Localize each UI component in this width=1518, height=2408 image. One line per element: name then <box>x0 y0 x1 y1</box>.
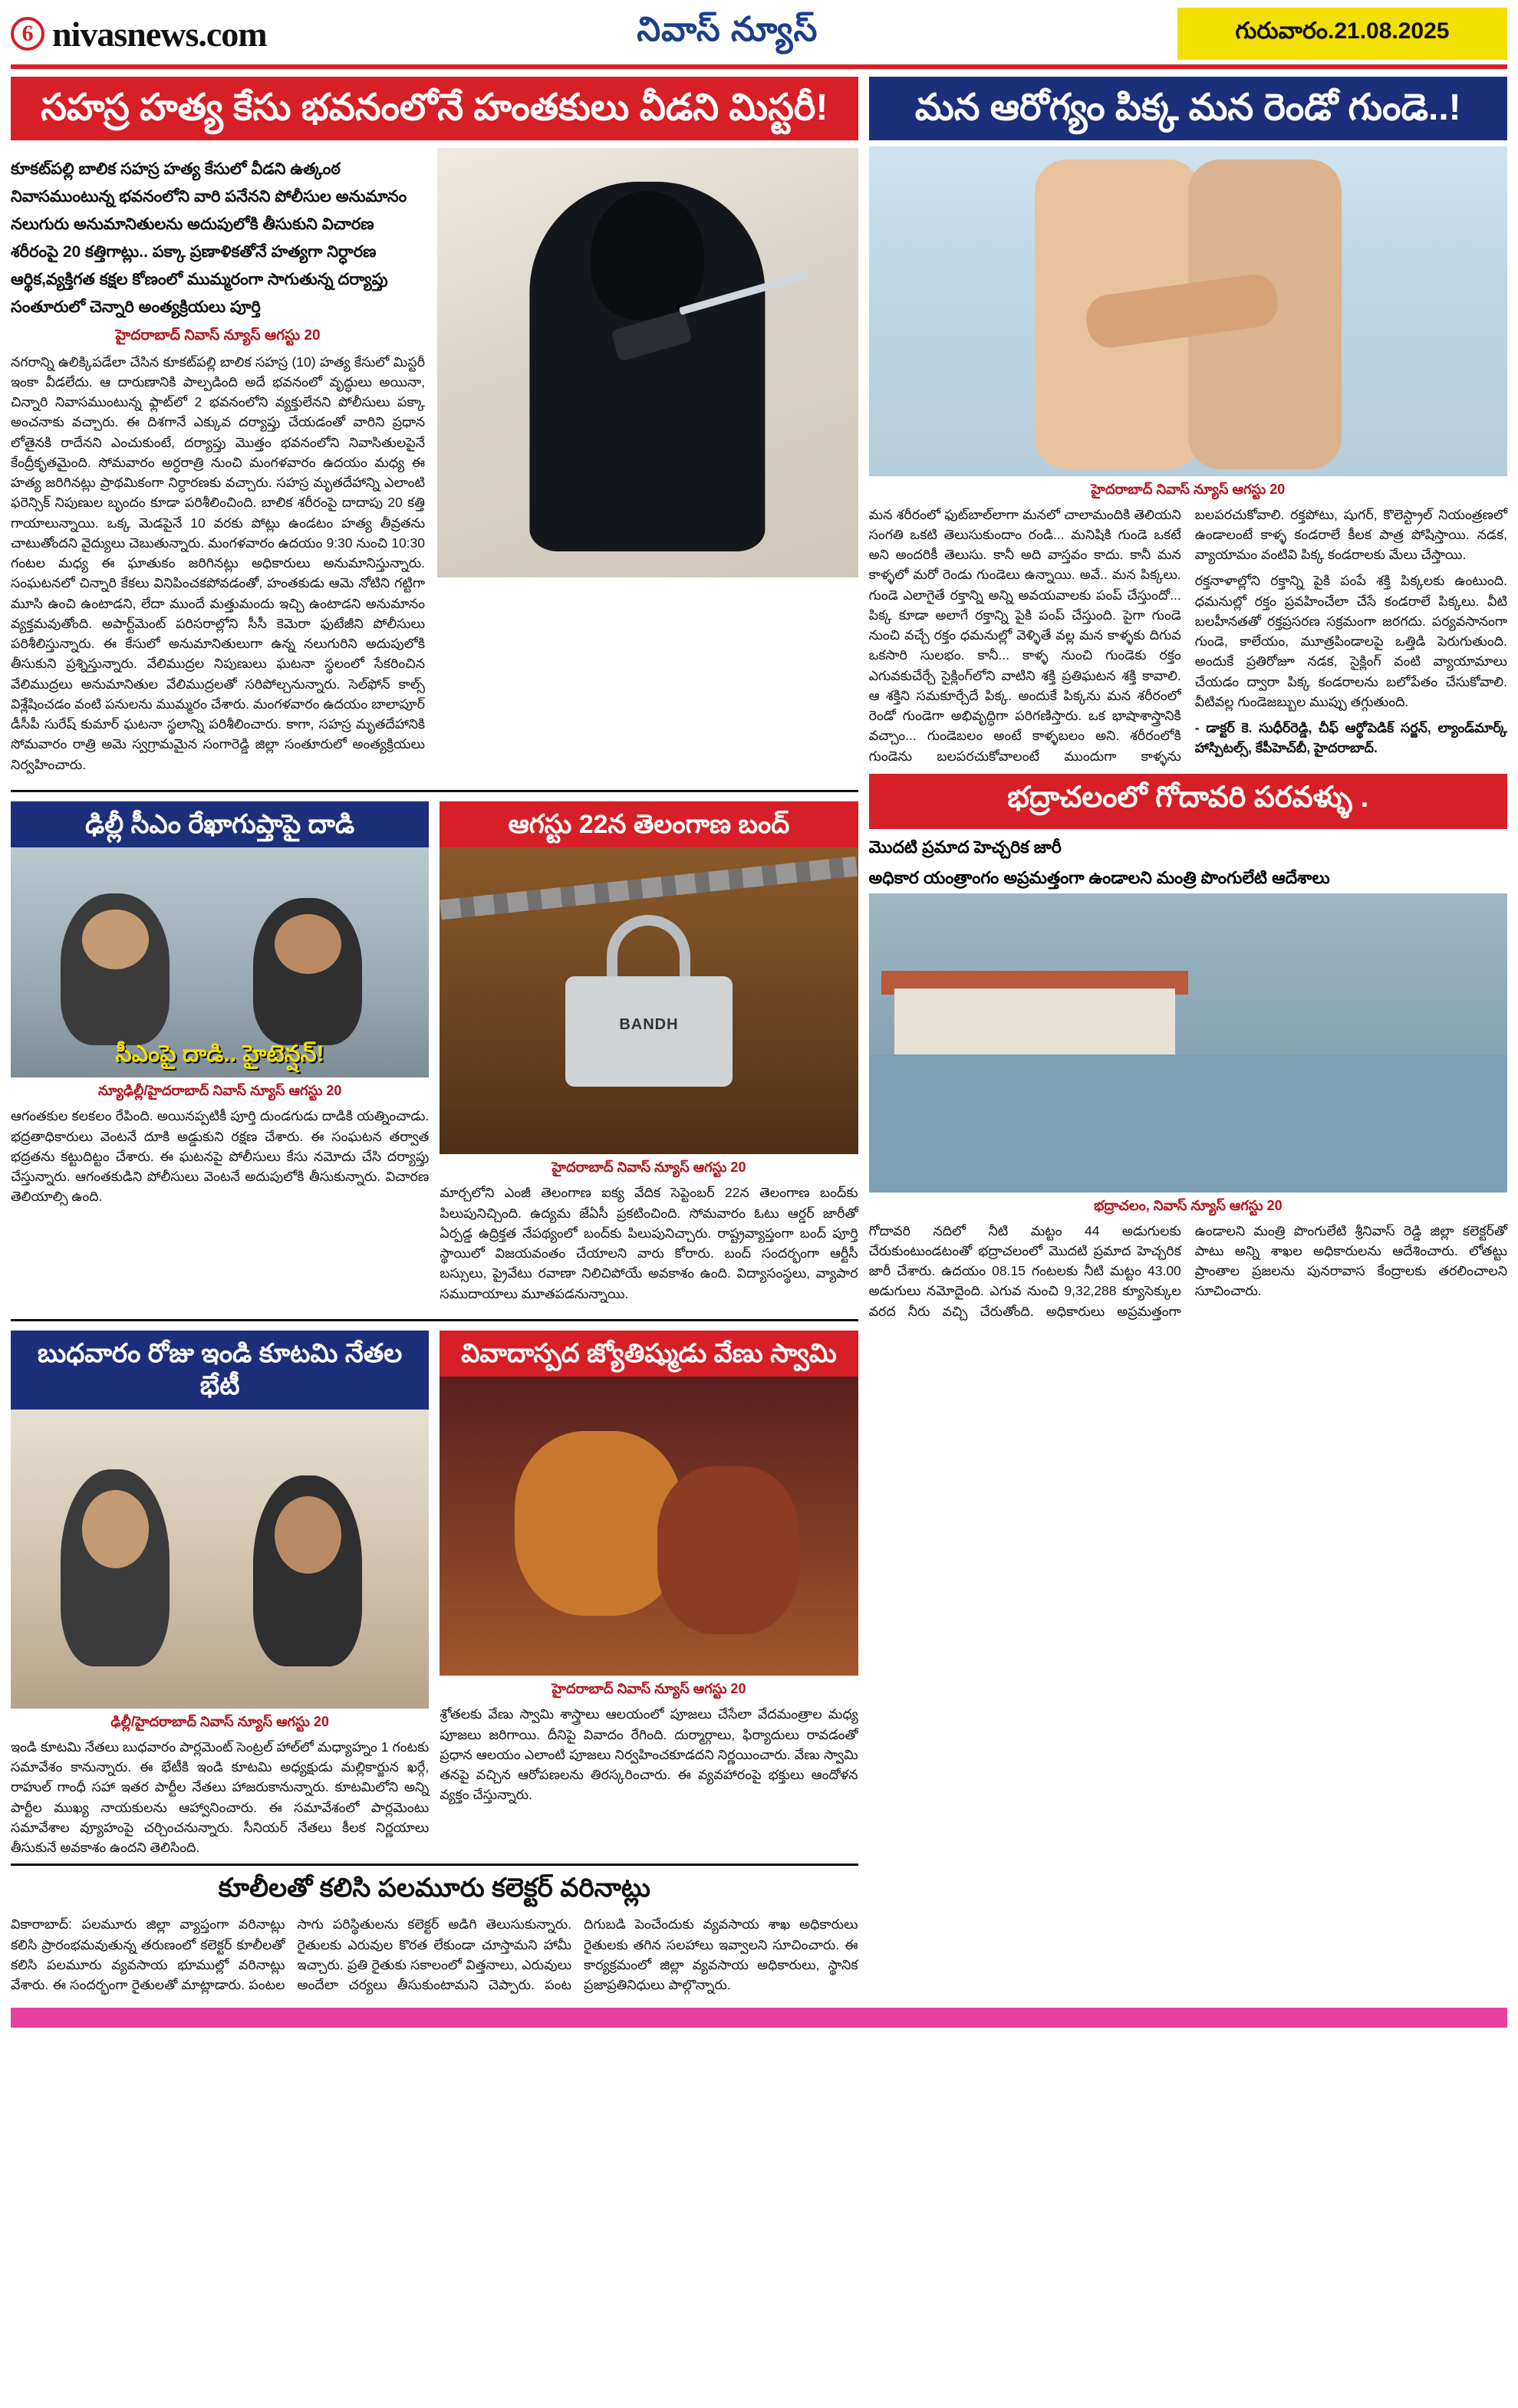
lead-body-text: నగరాన్ని ఉలిక్కిపడేలా చేసిన కూకట్‌పల్లి బాలిక సహస్ర (10) హత్య కేసులో మిస్టరీ ఇంకా వీడలేదు. ఆ దారుణానికి పాల్పడింది అదే భవనంలో వృద్ధులు అయినా, చిన్నారి నివాసముంటున్న ఫ్లాట్‌లో 2 భవనంలోని వ్యక్తులేనని పోలీసులు పక్కా అంచనాకు వచ్చారు. ఈ దిశగానే ఎక్కువ దర్యాప్తు చేయడంతో వారిని ప్రధాన లోతైనకి రాదేనని ఎంచుకుంటే, దర్యాప్తు మొత్తం భవనంలోని నివాసితులపైనే కేంద్రీకృతమైంది. సోమవారం అర్ధరాత్రి నుంచి మంగళవారం ఉదయం మధ్య ఈ హత్య జరిగినట్లు ప్రాథమికంగా నిర్ధారణకు వచ్చారు. సహస్ర మృతదేహాన్ని ఎలాంటి ఫరెన్సిక్ నిపుణుల బృందం కూడా పరిశీలించింది. బాలిక శరీరంపై దాదాపు 20 కత్తి గాయాలున్నాయి. ఒక్క మెడపైనే 10 వరకు పోట్లు ఉండటం హత్య తీవ్రతను చాటుతోందని వైద్యులు చెబుతున్నారు. మంగళవారం ఉదయం 9:30 నుంచి 10:30 గంటల మధ్య ఈ ఘాతుకం జరిగినట్లు అధికారులు అనుమానిస్తున్నారు. సంఘటనలో చిన్నారి కేకలు వినిపించకపోవడంతో, హంతకుడు ఆమె నోటిని గట్టిగా మూసి ఉంచి ఉంటాడని, లేదా ముందే మత్తుమందు ఇచ్చి ఉంటాడని అనుమానం వ్యక్తమవుతోంది. అపార్ట్‌మెంట్ పరిసరాల్లోని సీసీ కెమెరా ఫుటేజీని పోలీసులు పరిశీలిస్తున్నారు. ఈ కేసులో అనుమానితులుగా ఉన్న నలుగురిని అదుపులోకి తీసుకుని ప్రశ్నిస్తున్నారు. వేలిముద్రల నిపుణులు ఘటనా స్థలంలో సేకరించిన వేలిముద్రలు అనుమానితుల వేలిముద్రలతో సరిపోల్చనున్నారు. సెల్‌ఫోన్ కాల్స్‌ విశ్లేషించడం వంటి పనులను ముమ్మరం చేశారు. మంగళవారం ఉదయం బాలాపూర్ డీసీపీ సురేష్ కుమార్ ఘటనా స్థలాన్ని పరిశీలించారు. కాగా, సహస్ర మృతదేహానికి సోమవారం రాత్రి అమె స్వగ్రామమైన సంగారెడ్డి జిల్లా సంతూరులో అంత్యక్రియలు నిర్వహించారు. <box>11 354 425 772</box>
delhi-photo-overlay: సీఎంపై దాడి.. హైటెన్షన్! <box>115 1041 324 1067</box>
delhi-byline: న్యూఢిల్లీ/హైదరాబాద్ నివాస్ న్యూస్ ఆగస్టు 20 <box>97 1083 342 1099</box>
swami-byline: హైదరాబాద్ నివాస్ న్యూస్ ఆగస్టు 20 <box>552 1681 746 1697</box>
lead-headline: సహస్ర హత్య కేసు భవనంలోనే హంతకులు వీడని మిస్టరీ! <box>11 77 858 140</box>
mid-stories <box>11 801 858 1310</box>
bandh-headline: ఆగస్టు 22న తెలంగాణ బంద్ <box>440 801 858 848</box>
godavari-byline: భద్రాచలం, నివాస్ న్యూస్ ఆగస్టు 20 <box>1093 1197 1283 1213</box>
lead-point: నలుగురు అనుమానితులను అదుపులోకి తీసుకుని విచారణ <box>11 215 374 233</box>
lead-top-block <box>11 148 858 781</box>
godavari-sub1: మొదటి ప్రమాద హెచ్చరిక జారీ <box>868 837 1062 857</box>
health-doctor-credit: - డాక్టర్ కె. సుధీర్‌రెడ్డి, చీఫ్ ఆర్థోపెడిక్ సర్జన్, ల్యాండ్‌మార్క్ హాస్పిటల్స్, కేపీహెచ్‌బీ, హైదరాబాద్. <box>1194 720 1507 756</box>
lead-point: నివాసముంటున్న భవనంలోని వారి పనేనని పోలీసుల అనుమానం <box>11 187 407 206</box>
collector-headline: కూలీలతో కలిసి పలమూరు కలెక్టర్ వరినాట్లు <box>11 1864 858 1914</box>
right-column <box>869 77 1507 1997</box>
page-number: 6 <box>11 17 44 51</box>
lead-points <box>11 156 425 321</box>
bandh-byline: హైదరాబాద్ నివాస్ న్యూస్ ఆగస్టు 20 <box>552 1160 746 1176</box>
left-column <box>11 77 858 1997</box>
alliance-headline: బుధవారం రోజు ఇండి కూటమి నేతల భేటీ <box>11 1331 429 1410</box>
godavari-body <box>869 1221 1507 1321</box>
bandh-lock-photo <box>440 847 858 1154</box>
godavari-headline: భద్రాచలంలో గోదావరి పరవళ్ళు . <box>869 774 1507 829</box>
collector-body <box>11 1914 858 1997</box>
knife-attacker-photo <box>437 148 858 577</box>
collector-body-text: వికారాబాద్: పలమూరు జిల్లా వ్యాప్తంగా వరినాట్లు కలిసి ప్రారంభమవుతున్న తరుణంలో కలెక్టర్ కూలీలతో కలిసి పలమూరు వ్యవసాయ భూముల్లో వరినాట్లు వేశారు. ఈ సందర్భంగా రైతులతో మాట్లాడారు. పంటల సాగు పరిస్థితులను కలెక్టర్ అడిగి తెలుసుకున్నారు. రైతులకు ఎరువుల కొరత లేకుండా చూస్తామని హామీ ఇచ్చారు. ప్రతి రైతుకు సకాలంలో విత్తనాలు, ఎరువులు అందేలా చర్యలు తీసుకుంటామని చెప్పారు. పంట దిగుబడి పెంచేందుకు వ్యవసాయ శాఖ అధికారులు రైతులకు తగిన సలహాలు ఇవ్వాలని సూచించారు. ఈ కార్యక్రమంలో జిల్లా వ్యవసాయ అధికారులు, స్థానిక ప్రజాప్రతినిధులు పాల్గొన్నారు. <box>11 1916 858 1993</box>
lock-label: BANDH <box>619 1016 679 1034</box>
section-divider-2 <box>11 1319 858 1321</box>
river-water-shape <box>869 1054 1507 1192</box>
godavari-body-text: గోదావరి నదిలో నీటి మట్టం 44 అడుగులకు చేరుకుంటుండటంతో భద్రాచలంలో మొదటి ప్రమాద హెచ్చరిక జారీ చేశారు. ఉదయం 08.15 గంటలకు నీటి మట్టం 43.00 అడుగులు నమోదైంది. ఎగువ నుంచి 9,32,288 క్యూసెక్కుల వరద నీరు వచ్చి చేరుతోంది. అధికారులు అప్రమత్తంగా ఉండాలని మంత్రి పొంగులేటి శ్రీనివాస్ రెడ్డి జిల్లా కలెక్టర్‌తో పాటు అన్ని శాఖల అధికారులను ఆదేశించారు. లోతట్టు ప్రాంతాల ప్రజలను పునరావాస కేంద్రాలకు తరలించాలని సూచించారు. <box>868 1222 1507 1319</box>
delhi-headline: ఢిల్లీ సీఎం రేఖాగుప్తాపై దాడి <box>11 801 429 848</box>
lead-point: కూకట్‌పల్లి బాలిక సహస్ర హత్య కేసులో వీడని ఉత్కంఠ <box>11 160 341 178</box>
bandh-story <box>440 801 858 1310</box>
masthead-left <box>11 8 278 60</box>
health-byline: హైదరాబాద్ నివాస్ న్యూస్ ఆగస్టు 20 <box>1091 481 1286 497</box>
godavari-river-photo <box>869 893 1507 1192</box>
lead-photo-wrap <box>437 148 858 781</box>
bandh-body-text: మార్చలోని ఎంజీ తెలంగాణ ఐక్య వేదిక సెప్టెంబర్ 22న తెలంగాణ బంద్‌కు పిలుపునిచ్చింది. ఉద్యమ జేఏసీ ప్రకటించింది. సోమవారం ఓటు ఆర్డర్ జారీతో ఏర్పడ్డ ఉద్రిక్తత నేపథ్యంలో బంద్‌కు పిలుపునిచ్చారు. రాష్ట్రవ్యాప్తంగా బంద్ పూర్తి స్థాయిలో విజయవంతం చేయాలని వారు కోరారు. బంద్ సందర్భంగా ఆర్టీసీ బస్సులు, ప్రైవేటు రవాణా నిలిచిపోయే అవకాశం ఉంది. విద్యాసంస్థలు, వ్యాపార సముదాయాలు మూతపడనున్నాయి. <box>440 1185 858 1301</box>
lead-byline: హైదరాబాద్ నివాస్ న్యూస్ ఆగస్టు 20 <box>115 327 321 344</box>
swami-headline: వివాదాస్పద జ్యోతిష్ముడు వేణు స్వామి <box>440 1331 858 1377</box>
delhi-body-text: ఆగంతకుల కలకలం రేపింది. అయినప్పటికీ పూర్తి దుండగుడు దాడికి యత్నించాడు. భద్రతాధికారులు వెంటనే దూకి అడ్డుకుని రక్షణ చేశారు. ఈ సంఘటన తర్వాత భద్రతను కట్టుదిట్టం చేశారు. ఈ ఘటనపై పోలీసులు కేసు నమోదు చేసి దర్యాప్తు చేస్తున్నారు. ఆగంతకుడిని పోలీసులు వెంటనే అదుపులోకి తీసుకున్నారు. విచారణ తెలియాల్సి ఉంది. <box>11 1108 430 1205</box>
godavari-sub2: అధికార యంత్రాంగం అప్రమత్తంగా ఉండాలని మంత్రి పొంగులేటి ఆదేశాలు <box>868 867 1330 887</box>
delhi-story <box>11 801 429 1310</box>
swami-body-text: శ్రోతలకు వేణు స్వామి శాస్త్రాలు ఆలయంలో పూజలు చేసేలా వేదమంత్రాల మధ్య పూజలు జరిగాయి. దీనిపై వివాదం రేగింది. దుర్మార్గాలు, ఫిర్యాదులు రావడంతో ప్రధాన ఆలయం ఎలాంటి పూజలు నిర్వహించకూడదని నిర్ణయించారు. వేణు స్వామి తనపై వచ్చిన ఆరోపణలను తిరస్కరించారు. ఈ వ్యవహారంపై భక్తులు ఆందోళన వ్యక్తం చేస్తున్నారు. <box>440 1706 858 1803</box>
leader-face-shape <box>82 1490 149 1568</box>
knee-pain-photo <box>869 146 1507 476</box>
alliance-body-text: ఇండి కూటమి నేతలు బుధవారం పార్లమెంట్ సెంట్రల్ హాల్‌లో మధ్యాహ్నం 1 గంటకు సమావేశం కానున్నారు. ఈ భేటీకి ఇండి కూటమి అధ్యక్షుడు మల్లికార్జున ఖర్గే, రాహుల్ గాంధీ సహా ఇతర పార్టీల నేతలు హాజరుకానున్నారు. కూటమిలోని అన్ని పార్టీల ముఖ్య నాయకులను ఆహ్వానించారు. ఈ సమావేశంలో పార్లమెంటు సమావేశాల వ్యూహంపై చర్చించనున్నారు. సీనియర్ నేతలు కీలక నిర్ణయాలు తీసుకునే అవకాశం ఉందని తెలిసింది. <box>11 1739 430 1856</box>
lead-point: శరీరంపై 20 కత్తిగాట్లు.. పక్కా ప్రణాళికతోనే హత్యగా నిర్ధారణ <box>11 242 377 261</box>
swami-photo <box>440 1377 858 1676</box>
face-shape <box>82 910 149 969</box>
masthead <box>11 8 1507 60</box>
alliance-byline: ఢిల్లీ/హైదరాబాద్ నివాస్ న్యూస్ ఆగస్టు 20 <box>110 1713 329 1729</box>
swami-story <box>440 1331 858 1864</box>
section-divider <box>11 790 858 792</box>
alliance-story <box>11 1331 429 1864</box>
leader-face-shape <box>275 1496 341 1574</box>
lead-points-wrap <box>11 148 425 781</box>
lead-point: సంతూరులో చెన్నారి అంత్యక్రియలు పూర్తి <box>11 298 261 316</box>
health-body <box>869 505 1507 766</box>
footer-strip <box>11 2008 1507 2028</box>
alliance-body <box>11 1737 429 1858</box>
date-text: గురువారం.21.08.2025 <box>1235 18 1450 44</box>
delhi-photo <box>11 847 429 1077</box>
alliance-photo <box>11 1410 429 1709</box>
masthead-center <box>278 8 1177 60</box>
chain-shape <box>440 857 858 920</box>
delhi-body <box>11 1106 429 1206</box>
lead-point: ఆర్థిక,వ్యక్తిగత కక్షల కోణంలో ముమ్మరంగా సాగుతున్న దర్యాప్తు <box>11 270 388 288</box>
health-body-text: మన శరీరంలో ఫుట్‌బాల్‌లాగా మనలో చాలామందికి తెలియని సంగతి ఒకటి తెలుసుకుందాం రండి... మనిషికి గుండె ఒకటే అని అందరికీ తెలుసు. కానీ అది వాస్తవం కాదు. కానీ మన కాళ్ళలో మరో రెండు గుండెలు ఉన్నాయి. అవే.. మన పిక్కలు. గుండె ఎలాగైతే రక్తాన్ని అన్ని అవయవాలకు పంప్ చేస్తుందో... పిక్క కూడా అలాగే రక్తాన్ని పైకి పంప్ చేస్తుంది. పైగా గుండె నుంచి వచ్చే రక్తం ధమనుల్లో వెళ్ళితే వల్ల మన కాళ్ళకు దిగువ ఒకసారి సులభం. కానీ... కాళ్ళ నుంచి గుండెకు రక్తం ఎగువకుచేర్చే సైక్లింగ్‌లోని వాటిని శక్తి ప్రతిఘటన శక్తి కావాలి. ఆ శక్తిని సమకూర్చేదే పిక్క. అందుకే పిక్కను మన శరీరంలో రెండో గుండెగా అభివృద్ధిగా పరిగణిస్తారు. ఒక భాషాశాస్త్రానికి వచ్చాం... గుండెబలం అంటే కాళ్ళబలం అని. శరీరంలోకి గుండెను బలపరచుకోవాలంటే ముందుగా కాళ్ళను బలపరచుకోవాలి. రక్తపోటు, షుగర్, కొలెస్ట్రాల్ నియంత్రణలో ఉండాలంటే కాళ్ళ కండరాలే కీలక పాత్ర పోషిస్తాయి. నడక, వ్యాయామం వంటివి పిక్క కండరాలకు మేలు చేస్తాయి. <box>868 506 1507 764</box>
site-name: nivasnews.com <box>52 14 267 54</box>
masthead-date <box>1177 8 1507 60</box>
health-headline: మన ఆరోగ్యం పిక్క మన రెండో గుండె..! <box>869 77 1507 140</box>
masthead-title-telugu: నివాస్ న్యూస్ <box>637 10 818 48</box>
hood-shape <box>591 191 704 320</box>
health-body-text-2: రక్తనాళాల్లోని రక్తాన్ని పైకి పంపే శక్తి పిక్కలకు ఉంటుంది. ధమనుల్లో రక్తం ప్రవహించేలా చేసే కండరాలే పిక్కలు. వీటి బలహీనతతో రక్తప్రసరణ సక్రమంగా జరగదు. పర్యవసానంగా గుండె, కాలేయం, మూత్రపిండాలపై ఒత్తిడి పెరుగుతుంది. అందుకే ప్రతిరోజూ నడక, సైక్లింగ్ వంటి వ్యాయామాలు చేయడం ద్వారా పిక్క కండరాలను బలోపేతం చేసుకోవాలి. వీటివల్ల గుండెజబ్బుల ముప్పు తగ్గుతుంది. <box>1194 573 1507 709</box>
lower-stories <box>11 1331 858 1864</box>
lead-body-left <box>11 352 425 775</box>
newspaper-page <box>0 8 1518 2408</box>
swami-body <box>440 1704 858 1804</box>
bandh-body <box>440 1183 858 1304</box>
face-shape <box>275 914 341 974</box>
page-grid <box>11 77 1507 1997</box>
swami-figure-shape-2 <box>657 1466 799 1633</box>
masthead-rule <box>11 64 1507 69</box>
